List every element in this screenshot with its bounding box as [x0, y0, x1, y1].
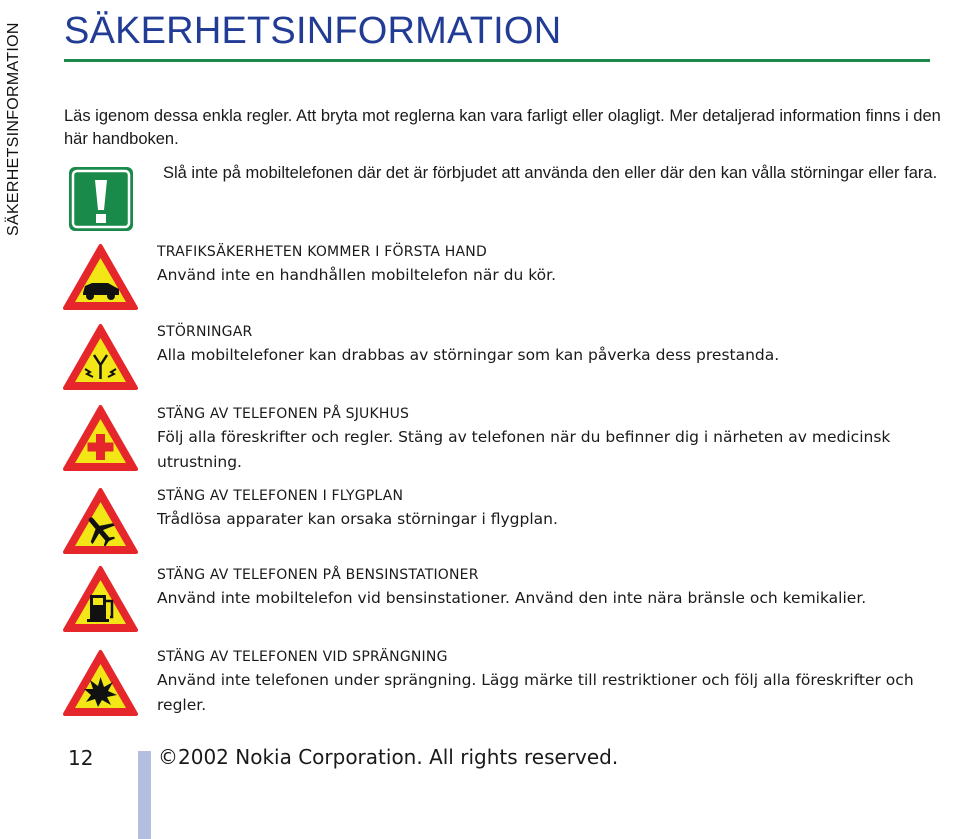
car-icon — [63, 243, 138, 311]
explosion-icon — [63, 649, 138, 717]
safety-item-blasting — [157, 647, 947, 718]
safety-item-hospital — [157, 404, 947, 475]
exclamation-icon — [63, 166, 138, 234]
safety-item-road — [157, 242, 947, 288]
item-text: Slå inte på mobiltelefonen där det är förbjudet att använda den eller där den kan vålla störningar eller fara. — [163, 164, 938, 182]
item-text: Använd inte en handhållen mobiltelefon när du kör. — [157, 266, 557, 284]
safety-item-interference — [157, 322, 947, 368]
safety-item-switch-on — [157, 160, 947, 187]
item-text: Använd inte telefonen under sprängning. Lägg märke till restriktioner och följ alla föreskrifter och regler. — [157, 671, 914, 714]
copyright-notice: ©2002 Nokia Corporation. All rights reserved. — [158, 745, 619, 769]
item-text: Alla mobiltelefoner kan drabbas av störningar som kan påverka dess prestanda. — [157, 346, 780, 364]
item-text: Följ alla föreskrifter och regler. Stäng av telefonen när du befinner dig i närheten av medicinsk utrustning. — [157, 428, 891, 471]
hospital-cross-icon — [63, 404, 138, 472]
airplane-icon — [63, 487, 138, 555]
safety-item-refuelling — [157, 565, 947, 611]
item-heading: STÄNG AV TELEFONEN VID SPRÄNGNING — [157, 649, 448, 665]
item-text: Använd inte mobiltelefon vid bensinstationer. Använd den inte nära bränsle och kemikalier. — [157, 589, 867, 607]
intro-paragraph: Läs igenom dessa enkla regler. Att bryta mot reglerna kan vara farligt eller olagligt. Mer detaljerad information finns i den här handboken. — [64, 107, 941, 148]
footer-accent-bar — [138, 751, 151, 839]
fuel-pump-icon — [63, 565, 138, 633]
safety-item-aircraft — [157, 486, 947, 532]
title-divider — [64, 59, 930, 62]
item-heading: STÄNG AV TELEFONEN PÅ SJUKHUS — [157, 406, 410, 422]
item-heading: STÄNG AV TELEFONEN I FLYGPLAN — [157, 488, 404, 504]
item-heading: STÄNG AV TELEFONEN PÅ BENSINSTATIONER — [157, 567, 479, 583]
side-section-label: SÄKERHETSINFORMATION — [5, 22, 22, 236]
page-title: SÄKERHETSINFORMATION — [64, 10, 562, 52]
interference-icon — [63, 323, 138, 391]
item-heading: TRAFIKSÄKERHETEN KOMMER I FÖRSTA HAND — [157, 244, 487, 260]
page-number: 12 — [68, 746, 94, 770]
item-heading: STÖRNINGAR — [157, 324, 253, 340]
item-text: Trådlösa apparater kan orsaka störningar i flygplan. — [157, 510, 558, 528]
